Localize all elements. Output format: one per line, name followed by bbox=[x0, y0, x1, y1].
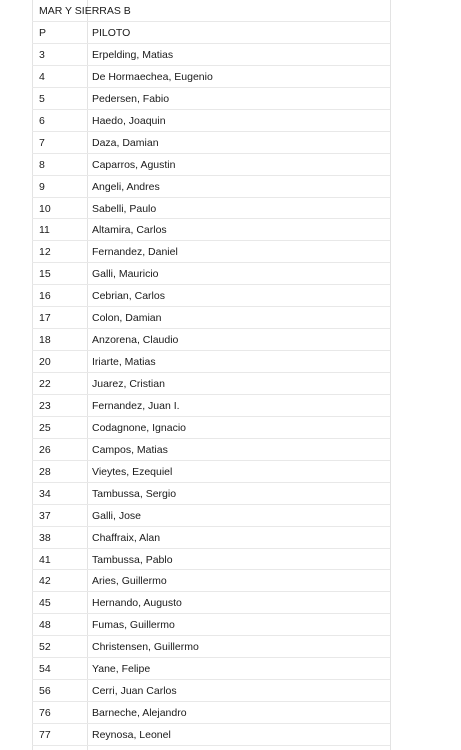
grid-line-right bbox=[390, 0, 391, 750]
cell-position: 42 bbox=[39, 575, 51, 588]
table-row[interactable] bbox=[32, 132, 390, 154]
cell-position: 18 bbox=[39, 334, 51, 347]
table-row[interactable] bbox=[32, 66, 390, 88]
cell-position: 4 bbox=[39, 70, 45, 83]
cell-position: 77 bbox=[39, 729, 51, 741]
table-row[interactable] bbox=[32, 307, 390, 329]
table-row[interactable] bbox=[32, 395, 390, 417]
table-row[interactable] bbox=[32, 527, 390, 549]
cell-position: 37 bbox=[39, 509, 51, 522]
cell-position: 48 bbox=[39, 619, 51, 632]
cell-pilot-name: Colon, Damian bbox=[92, 312, 162, 325]
cell-position: 45 bbox=[39, 597, 51, 610]
cell-pilot-name: Aries, Guillermo bbox=[92, 575, 167, 588]
table-row[interactable] bbox=[32, 658, 390, 680]
cell-pilot-name: Haedo, Joaquin bbox=[92, 114, 166, 127]
cell-position: 10 bbox=[39, 202, 51, 215]
cell-pilot-name: Vieytes, Ezequiel bbox=[92, 465, 173, 478]
cell-position: 15 bbox=[39, 268, 51, 281]
cell-pilot-name: Reynosa, Leonel bbox=[92, 729, 171, 741]
cell-position: 52 bbox=[39, 641, 51, 654]
cell-pilot-name: Codagnone, Ignacio bbox=[92, 421, 186, 434]
cell-pilot-name: Cebrian, Carlos bbox=[92, 290, 165, 303]
cell-position: 23 bbox=[39, 399, 51, 412]
cell-pilot-name: Yane, Felipe bbox=[92, 663, 151, 676]
table-row[interactable] bbox=[32, 44, 390, 66]
cell-pilot-name: Tambussa, Sergio bbox=[92, 487, 177, 500]
header-p: P bbox=[39, 27, 47, 39]
cell-pilot-name: Galli, Jose bbox=[92, 509, 142, 522]
cell-position: 16 bbox=[39, 290, 51, 303]
cell-position: 7 bbox=[39, 136, 45, 149]
table-row[interactable] bbox=[32, 680, 390, 702]
table-row[interactable] bbox=[32, 417, 390, 439]
table-row[interactable] bbox=[32, 351, 390, 373]
cell-position: 38 bbox=[39, 531, 51, 544]
cell-pilot-name: Christensen, Guillermo bbox=[92, 641, 199, 654]
table-row[interactable] bbox=[32, 154, 390, 176]
title-row[interactable] bbox=[32, 0, 390, 22]
cell-pilot-name: De Hormaechea, Eugenio bbox=[92, 70, 213, 83]
cell-position: 12 bbox=[39, 246, 51, 259]
cell-pilot-name: Chaffraix, Alan bbox=[92, 531, 161, 544]
table-row[interactable] bbox=[32, 570, 390, 592]
table-row[interactable] bbox=[32, 176, 390, 198]
table-row[interactable] bbox=[32, 329, 390, 351]
table-row[interactable] bbox=[32, 702, 390, 724]
cell-position: 11 bbox=[39, 224, 50, 237]
cell-position: 8 bbox=[39, 158, 45, 171]
header-piloto: PILOTO bbox=[92, 27, 131, 39]
cell-position: 22 bbox=[39, 378, 51, 390]
cell-pilot-name: Hernando, Augusto bbox=[92, 597, 182, 610]
cell-pilot-name: Juarez, Cristian bbox=[92, 378, 165, 390]
cell-pilot-name: Caparros, Agustin bbox=[92, 158, 176, 171]
table-row[interactable] bbox=[32, 88, 390, 110]
table-row[interactable] bbox=[32, 636, 390, 658]
sheet-title: MAR Y SIERRAS B bbox=[39, 5, 131, 17]
cell-pilot-name: Erpelding, Matias bbox=[92, 48, 174, 61]
cell-pilot-name: Iriarte, Matias bbox=[92, 356, 156, 369]
cell-position: 28 bbox=[39, 465, 51, 478]
cell-pilot-name: Fernandez, Juan I. bbox=[92, 399, 180, 412]
cell-pilot-name: Campos, Matias bbox=[92, 443, 168, 456]
table-row[interactable] bbox=[32, 592, 390, 614]
cell-pilot-name: Anzorena, Claudio bbox=[92, 334, 179, 347]
cell-pilot-name: Fernandez, Daniel bbox=[92, 246, 178, 259]
cell-pilot-name: Altamira, Carlos bbox=[92, 224, 167, 237]
table-row[interactable] bbox=[32, 373, 390, 395]
cell-pilot-name: Cerri, Juan Carlos bbox=[92, 685, 177, 698]
cell-pilot-name: Galli, Mauricio bbox=[92, 268, 159, 281]
table-row[interactable] bbox=[32, 198, 390, 220]
cell-pilot-name: Fumas, Guillermo bbox=[92, 619, 175, 632]
cell-position: 76 bbox=[39, 707, 51, 720]
table-row[interactable] bbox=[32, 219, 390, 241]
table-row[interactable] bbox=[32, 483, 390, 505]
cell-position: 34 bbox=[39, 487, 51, 500]
pilot-table bbox=[32, 22, 390, 746]
cell-position: 20 bbox=[39, 356, 51, 369]
cell-pilot-name: Daza, Damian bbox=[92, 136, 159, 149]
cell-pilot-name: Barneche, Alejandro bbox=[92, 707, 187, 720]
cell-position: 5 bbox=[39, 92, 45, 105]
cell-position: 41 bbox=[39, 553, 51, 566]
table-row[interactable] bbox=[32, 263, 390, 285]
cell-position: 54 bbox=[39, 663, 51, 676]
cell-pilot-name: Angeli, Andres bbox=[92, 180, 160, 193]
table-row[interactable] bbox=[32, 439, 390, 461]
table-row[interactable] bbox=[32, 549, 390, 571]
cell-position: 25 bbox=[39, 421, 51, 434]
cell-position: 56 bbox=[39, 685, 51, 698]
cell-position: 3 bbox=[39, 48, 45, 61]
table-row[interactable] bbox=[32, 461, 390, 483]
header-row[interactable] bbox=[32, 22, 390, 44]
table-row[interactable] bbox=[32, 241, 390, 263]
cell-pilot-name: Tambussa, Pablo bbox=[92, 553, 173, 566]
cell-position: 17 bbox=[39, 312, 51, 325]
cell-pilot-name: Pedersen, Fabio bbox=[92, 92, 170, 105]
table-row[interactable] bbox=[32, 285, 390, 307]
cell-position: 26 bbox=[39, 443, 51, 456]
table-row[interactable] bbox=[32, 614, 390, 636]
cell-position: 9 bbox=[39, 180, 45, 193]
table-row[interactable] bbox=[32, 505, 390, 527]
cell-pilot-name: Sabelli, Paulo bbox=[92, 202, 157, 215]
table-row[interactable] bbox=[32, 110, 390, 132]
table-row[interactable] bbox=[32, 724, 390, 746]
cell-position: 6 bbox=[39, 114, 45, 127]
